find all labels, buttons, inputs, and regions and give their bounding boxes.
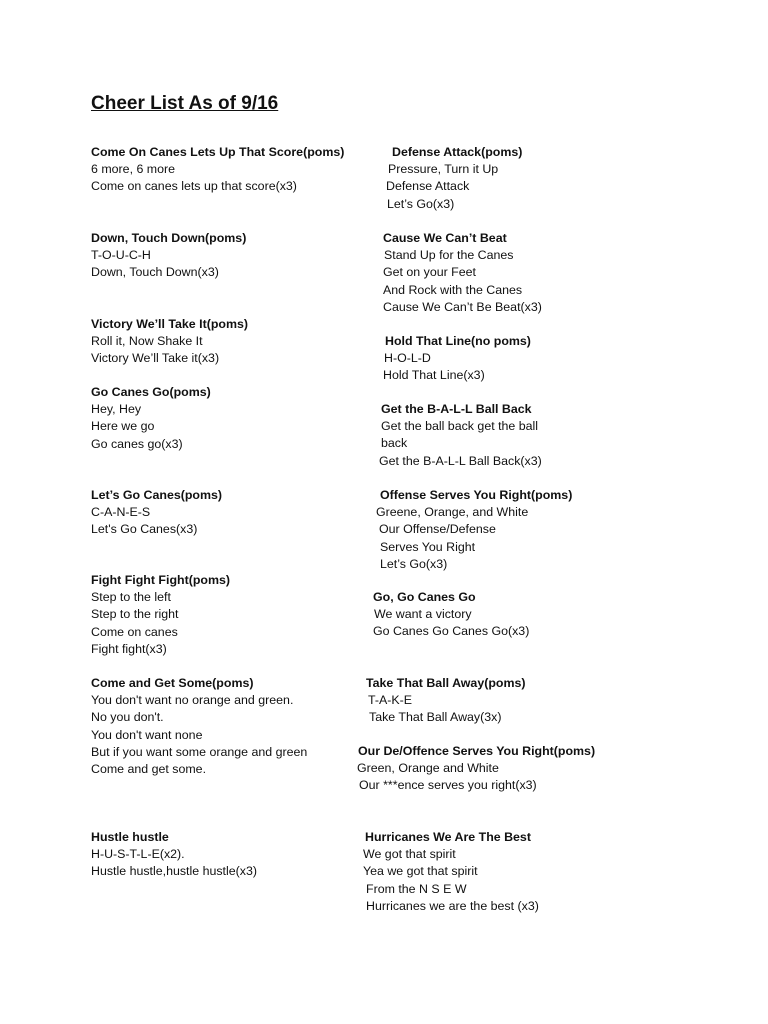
cheer-line: Down, Touch Down(x3) [91, 265, 219, 280]
cheer-take-ball-away [366, 675, 526, 727]
cheer-line: Defense Attack [386, 179, 470, 194]
cheer-line: Come on canes lets up that score(x3) [91, 179, 297, 194]
cheer-title: Let’s Go Canes(poms) [91, 488, 223, 502]
cheer-line: But if you want some orange and green [91, 744, 308, 759]
cheer-line: T-O-U-C-H [91, 248, 151, 263]
cheer-line: Step to the right [91, 607, 179, 622]
cheer-title: Cause We Can’t Beat [383, 231, 507, 245]
cheer-line: H-O-L-D [384, 351, 431, 366]
cheer-line: Get on your Feet [383, 265, 476, 280]
cheer-title: Go, Go Canes Go [373, 590, 476, 604]
cheer-line: You don't want none [91, 727, 203, 742]
cheer-title: Take That Ball Away(poms) [366, 676, 526, 690]
cheer-line: And Rock with the Canes [383, 282, 523, 297]
cheer-line: Hold That Line(x3) [383, 368, 485, 383]
cheer-come-get-some [91, 675, 307, 778]
cheer-title: Down, Touch Down(poms) [91, 231, 247, 245]
cheer-down-touch-down [91, 230, 246, 282]
cheer-line: back [381, 436, 408, 451]
cheer-line: Get the B-A-L-L Ball Back(x3) [379, 453, 542, 468]
cheer-line: You don't want no orange and green. [91, 693, 294, 708]
cheer-line: Come and get some. [91, 762, 207, 777]
cheer-title: Fight Fight Fight(poms) [91, 573, 231, 587]
cheer-line: Roll it, Now Shake It [91, 334, 203, 349]
cheer-line: Hurricanes we are the best (x3) [366, 898, 539, 913]
cheer-lets-go-canes [91, 487, 222, 539]
cheer-title: Go Canes Go(poms) [91, 385, 211, 399]
page-title: Cheer List As of 9/16 [91, 93, 279, 114]
cheer-title: Hold That Line(no poms) [385, 334, 531, 348]
cheer-victory [91, 316, 248, 368]
cheer-line: Here we go [91, 419, 155, 434]
cheer-line: From the N S E W [366, 881, 467, 896]
cheer-line: Take That Ball Away(3x) [369, 710, 502, 725]
cheer-come-on-canes [91, 144, 344, 196]
cheer-title: Hurricanes We Are The Best [365, 830, 531, 844]
cheer-line: Let’s Go(x3) [380, 556, 448, 571]
cheer-line: Our ***ence serves you right(x3) [359, 778, 537, 793]
cheer-title: Come and Get Some(poms) [91, 676, 254, 690]
cheer-line: Hey, Hey [91, 402, 142, 417]
cheer-line: Let’s Go(x3) [387, 196, 455, 211]
cheer-title: Come On Canes Lets Up That Score(poms) [91, 145, 345, 159]
cheer-line: Greene, Orange, and White [376, 505, 529, 520]
cheer-go-canes-go [91, 384, 211, 453]
cheer-line: Stand Up for the Canes [384, 248, 514, 263]
cheer-title: Get the B-A-L-L Ball Back [381, 402, 532, 416]
cheer-go-go-canes-go [373, 589, 529, 641]
cheer-defense-attack [386, 144, 522, 213]
cheer-hold-that-line [383, 333, 531, 385]
cheer-line: H-U-S-T-L-E(x2). [91, 847, 185, 862]
cheer-line: Our Offense/Defense [379, 522, 496, 537]
cheer-line: Yea we got that spirit [363, 864, 478, 879]
cheer-line: Come on canes [91, 624, 178, 639]
cheer-cause-we-cant-beat [383, 230, 542, 316]
cheer-line: No you don't. [91, 710, 164, 725]
cheer-line: C-A-N-E-S [91, 505, 151, 520]
cheer-line: T-A-K-E [368, 693, 413, 708]
cheer-line: Green, Orange and White [357, 761, 499, 776]
cheer-title: Victory We’ll Take It(poms) [91, 317, 248, 331]
cheer-line: We want a victory [374, 607, 472, 622]
cheer-line: Cause We Can’t Be Beat(x3) [383, 299, 542, 314]
cheer-hurricanes-best [362, 829, 539, 915]
cheer-de-offence [357, 743, 595, 795]
cheer-line: Pressure, Turn it Up [388, 162, 499, 177]
cheer-line: Step to the left [91, 590, 171, 605]
cheer-line: 6 more, 6 more [91, 162, 176, 177]
cheer-title: Hustle hustle [91, 830, 169, 844]
cheer-line: Get the ball back get the ball [381, 419, 539, 434]
cheer-line: Go canes go(x3) [91, 436, 183, 451]
cheer-title: Offense Serves You Right(poms) [380, 488, 573, 502]
cheer-line: Victory We’ll Take it(x3) [91, 351, 220, 366]
cheer-line: Fight fight(x3) [91, 641, 167, 656]
cheer-line: Hustle hustle,hustle hustle(x3) [91, 864, 257, 879]
cheer-line: Let's Go Canes(x3) [91, 522, 198, 537]
cheer-line: Go Canes Go Canes Go(x3) [373, 624, 530, 639]
cheer-line: Serves You Right [380, 539, 476, 554]
cheer-title: Our De/Offence Serves You Right(poms) [358, 744, 596, 758]
cheer-title: Defense Attack(poms) [392, 145, 523, 159]
cheer-fight-fight [91, 572, 230, 658]
cheer-ball-back [379, 401, 542, 470]
cheer-hustle [91, 829, 257, 881]
cheer-offense-serves [376, 487, 572, 573]
cheer-line: We got that spirit [363, 847, 456, 862]
